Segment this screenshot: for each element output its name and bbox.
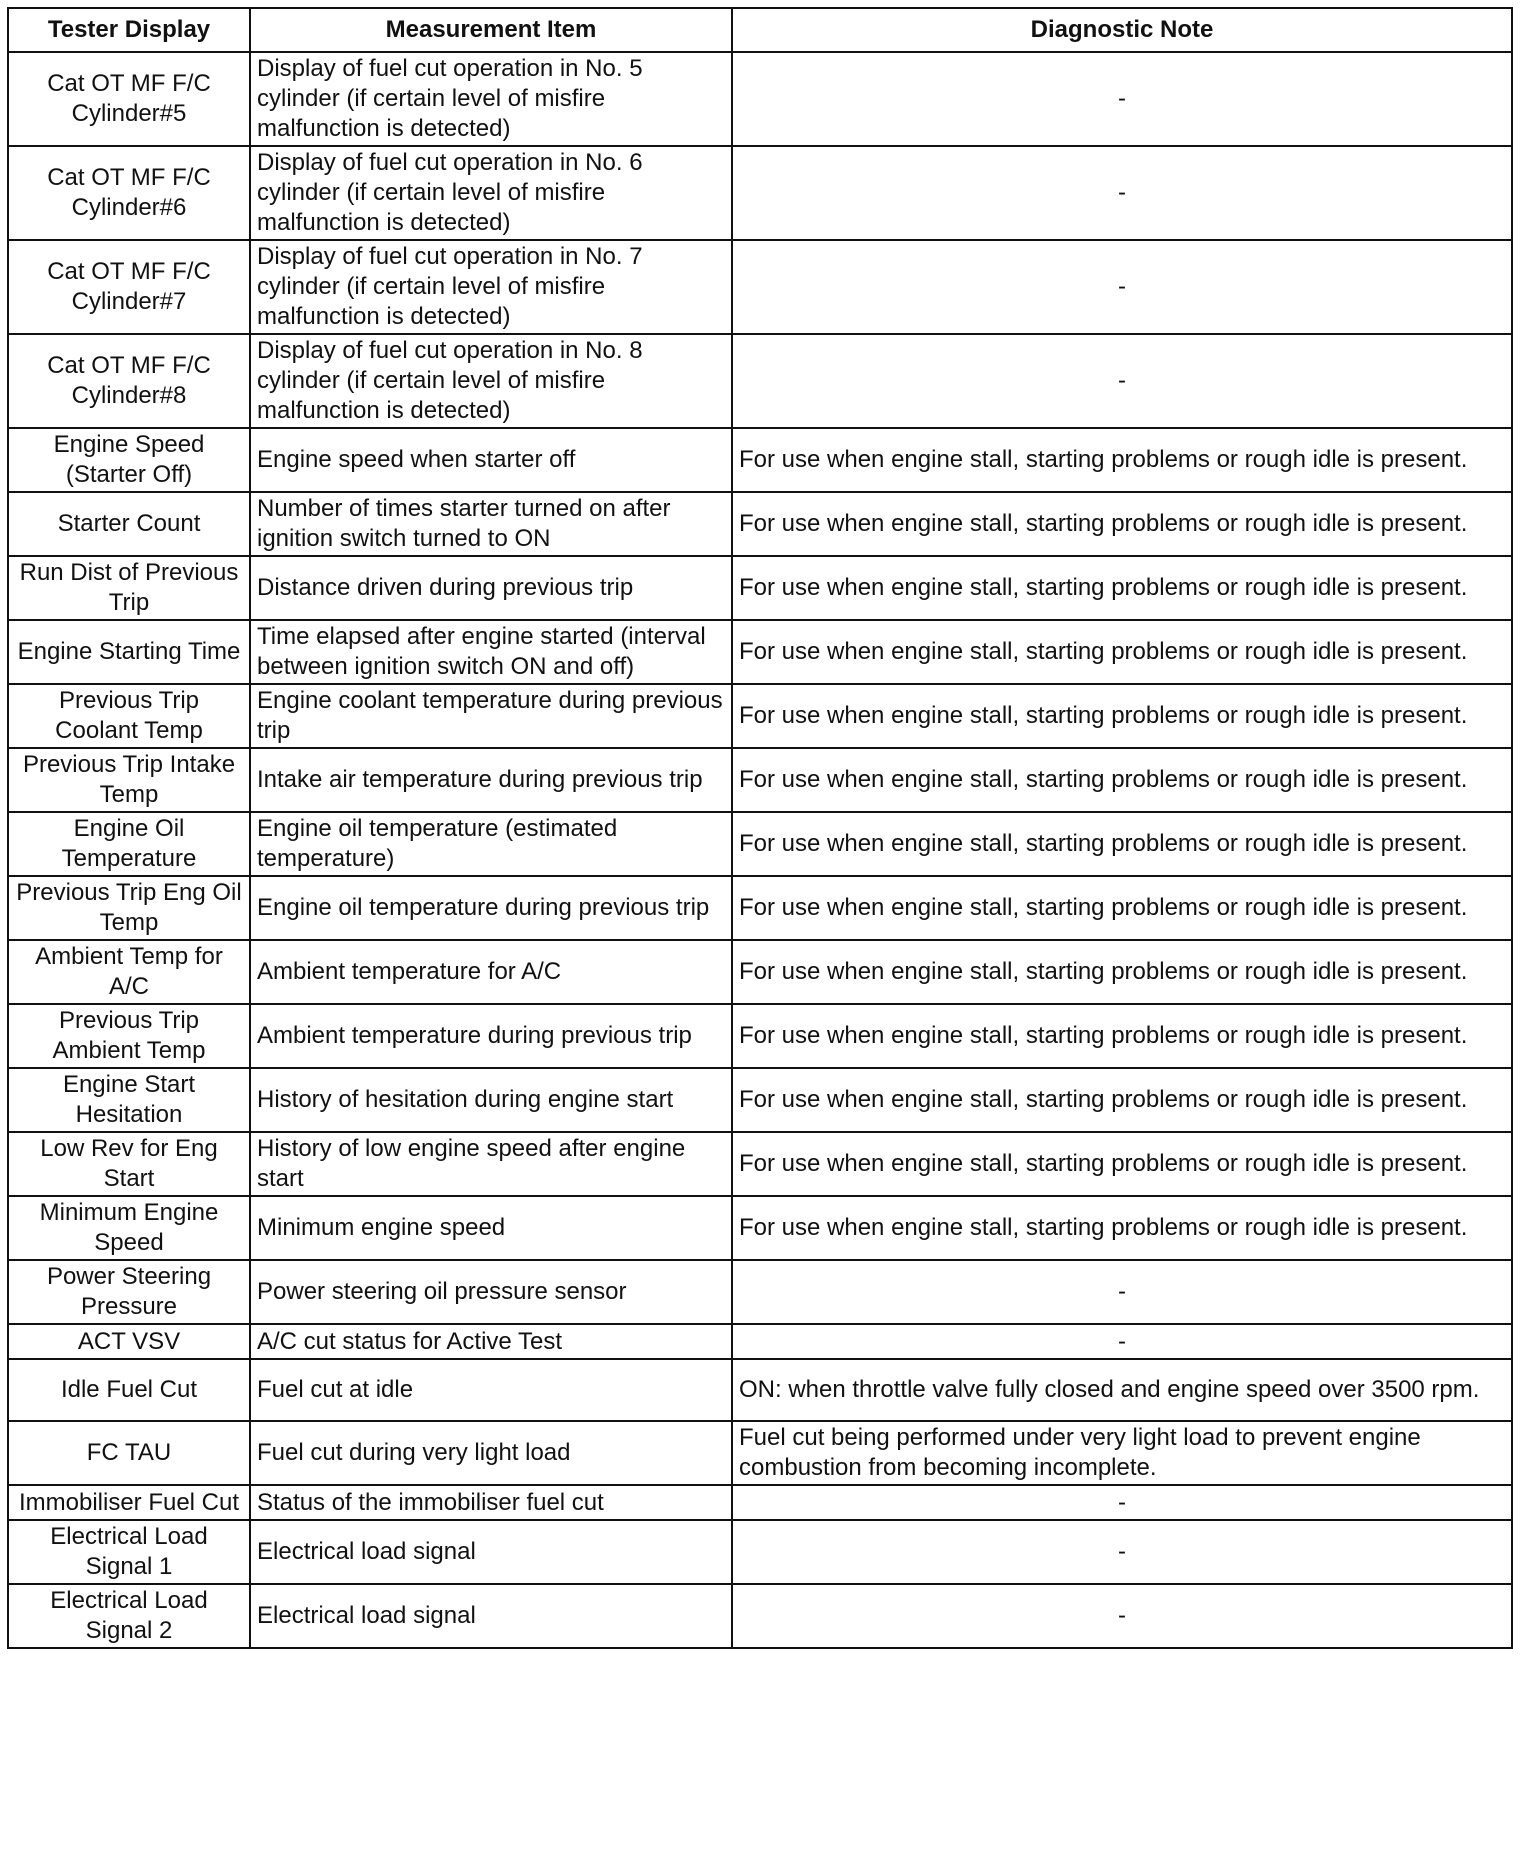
measurement-item-cell: Display of fuel cut operation in No. 8 cylinder (if certain level of misfire malfunction is detected) [250, 334, 732, 428]
tester-display-cell: FC TAU [8, 1421, 250, 1485]
measurement-item-cell: Distance driven during previous trip [250, 556, 732, 620]
table-row [8, 492, 1512, 556]
table-row [8, 812, 1512, 876]
table-header-row [8, 8, 1512, 52]
diagnostic-note-cell: - [732, 1584, 1512, 1648]
diagnostic-note-cell: - [732, 146, 1512, 240]
diagnostic-note-cell: For use when engine stall, starting problems or rough idle is present. [732, 684, 1512, 748]
table-row [8, 52, 1512, 146]
tester-display-cell: Cat OT MF F/C Cylinder#8 [8, 334, 250, 428]
diagnostic-note-cell: Fuel cut being performed under very light load to prevent engine combustion from becoming incomplete. [732, 1421, 1512, 1485]
diagnostic-note-cell: - [732, 52, 1512, 146]
tester-display-cell: Engine Starting Time [8, 620, 250, 684]
diagnostic-note-cell: - [732, 1485, 1512, 1520]
table-row [8, 240, 1512, 334]
tester-display-cell: Previous Trip Coolant Temp [8, 684, 250, 748]
tester-display-cell: Minimum Engine Speed [8, 1196, 250, 1260]
measurement-item-cell: Number of times starter turned on after ignition switch turned to ON [250, 492, 732, 556]
diagnostic-note-cell: - [732, 334, 1512, 428]
table-row [8, 1068, 1512, 1132]
table-row [8, 940, 1512, 1004]
tester-display-cell: Immobiliser Fuel Cut [8, 1485, 250, 1520]
measurement-item-cell: Time elapsed after engine started (interval between ignition switch ON and off) [250, 620, 732, 684]
data-list-table-container [7, 7, 1513, 1649]
diagnostic-note-cell: For use when engine stall, starting problems or rough idle is present. [732, 876, 1512, 940]
diagnostic-note-cell: For use when engine stall, starting problems or rough idle is present. [732, 1196, 1512, 1260]
tester-display-cell: Cat OT MF F/C Cylinder#7 [8, 240, 250, 334]
table-row [8, 334, 1512, 428]
tester-display-cell: Previous Trip Eng Oil Temp [8, 876, 250, 940]
measurement-item-cell: Fuel cut at idle [250, 1359, 732, 1421]
diagnostic-note-cell: For use when engine stall, starting problems or rough idle is present. [732, 556, 1512, 620]
table-row [8, 1584, 1512, 1648]
table-row [8, 1132, 1512, 1196]
table-row [8, 1196, 1512, 1260]
measurement-item-cell: Engine speed when starter off [250, 428, 732, 492]
measurement-item-cell: Display of fuel cut operation in No. 6 cylinder (if certain level of misfire malfunction is detected) [250, 146, 732, 240]
measurement-item-cell: History of hesitation during engine start [250, 1068, 732, 1132]
diagnostic-note-cell: - [732, 1260, 1512, 1324]
data-list-table [7, 7, 1513, 1649]
tester-display-cell: Previous Trip Intake Temp [8, 748, 250, 812]
diagnostic-note-cell: For use when engine stall, starting problems or rough idle is present. [732, 748, 1512, 812]
header-tester-display: Tester Display [8, 8, 250, 52]
table-row [8, 1324, 1512, 1359]
measurement-item-cell: Ambient temperature during previous trip [250, 1004, 732, 1068]
header-diagnostic-note: Diagnostic Note [732, 8, 1512, 52]
measurement-item-cell: Engine oil temperature during previous trip [250, 876, 732, 940]
tester-display-cell: Previous Trip Ambient Temp [8, 1004, 250, 1068]
table-row [8, 748, 1512, 812]
table-body [8, 52, 1512, 1648]
tester-display-cell: Starter Count [8, 492, 250, 556]
measurement-item-cell: Engine coolant temperature during previous trip [250, 684, 732, 748]
table-row [8, 1359, 1512, 1421]
table-row [8, 428, 1512, 492]
measurement-item-cell: Engine oil temperature (estimated temperature) [250, 812, 732, 876]
diagnostic-note-cell: For use when engine stall, starting problems or rough idle is present. [732, 812, 1512, 876]
measurement-item-cell: Minimum engine speed [250, 1196, 732, 1260]
tester-display-cell: Cat OT MF F/C Cylinder#5 [8, 52, 250, 146]
tester-display-cell: Idle Fuel Cut [8, 1359, 250, 1421]
table-row [8, 146, 1512, 240]
diagnostic-note-cell: For use when engine stall, starting problems or rough idle is present. [732, 1004, 1512, 1068]
measurement-item-cell: Ambient temperature for A/C [250, 940, 732, 1004]
diagnostic-note-cell: - [732, 240, 1512, 334]
diagnostic-note-cell: For use when engine stall, starting problems or rough idle is present. [732, 620, 1512, 684]
table-row [8, 876, 1512, 940]
diagnostic-note-cell: - [732, 1520, 1512, 1584]
diagnostic-note-cell: For use when engine stall, starting problems or rough idle is present. [732, 428, 1512, 492]
table-row [8, 684, 1512, 748]
measurement-item-cell: A/C cut status for Active Test [250, 1324, 732, 1359]
table-row [8, 1260, 1512, 1324]
table-row [8, 1485, 1512, 1520]
measurement-item-cell: Electrical load signal [250, 1584, 732, 1648]
measurement-item-cell: Power steering oil pressure sensor [250, 1260, 732, 1324]
tester-display-cell: Run Dist of Previous Trip [8, 556, 250, 620]
tester-display-cell: Ambient Temp for A/C [8, 940, 250, 1004]
table-row [8, 556, 1512, 620]
tester-display-cell: Engine Speed (Starter Off) [8, 428, 250, 492]
table-row [8, 1004, 1512, 1068]
tester-display-cell: Power Steering Pressure [8, 1260, 250, 1324]
tester-display-cell: Low Rev for Eng Start [8, 1132, 250, 1196]
tester-display-cell: Cat OT MF F/C Cylinder#6 [8, 146, 250, 240]
table-row [8, 1421, 1512, 1485]
diagnostic-note-cell: - [732, 1324, 1512, 1359]
measurement-item-cell: Electrical load signal [250, 1520, 732, 1584]
measurement-item-cell: History of low engine speed after engine start [250, 1132, 732, 1196]
diagnostic-note-cell: ON: when throttle valve fully closed and engine speed over 3500 rpm. [732, 1359, 1512, 1421]
table-row [8, 1520, 1512, 1584]
tester-display-cell: Engine Start Hesitation [8, 1068, 250, 1132]
header-measurement-item: Measurement Item [250, 8, 732, 52]
measurement-item-cell: Status of the immobiliser fuel cut [250, 1485, 732, 1520]
measurement-item-cell: Intake air temperature during previous trip [250, 748, 732, 812]
measurement-item-cell: Display of fuel cut operation in No. 5 cylinder (if certain level of misfire malfunction is detected) [250, 52, 732, 146]
table-row [8, 620, 1512, 684]
tester-display-cell: ACT VSV [8, 1324, 250, 1359]
diagnostic-note-cell: For use when engine stall, starting problems or rough idle is present. [732, 492, 1512, 556]
diagnostic-note-cell: For use when engine stall, starting problems or rough idle is present. [732, 940, 1512, 1004]
measurement-item-cell: Fuel cut during very light load [250, 1421, 732, 1485]
tester-display-cell: Electrical Load Signal 1 [8, 1520, 250, 1584]
tester-display-cell: Electrical Load Signal 2 [8, 1584, 250, 1648]
diagnostic-note-cell: For use when engine stall, starting problems or rough idle is present. [732, 1068, 1512, 1132]
diagnostic-note-cell: For use when engine stall, starting problems or rough idle is present. [732, 1132, 1512, 1196]
measurement-item-cell: Display of fuel cut operation in No. 7 cylinder (if certain level of misfire malfunction is detected) [250, 240, 732, 334]
tester-display-cell: Engine Oil Temperature [8, 812, 250, 876]
